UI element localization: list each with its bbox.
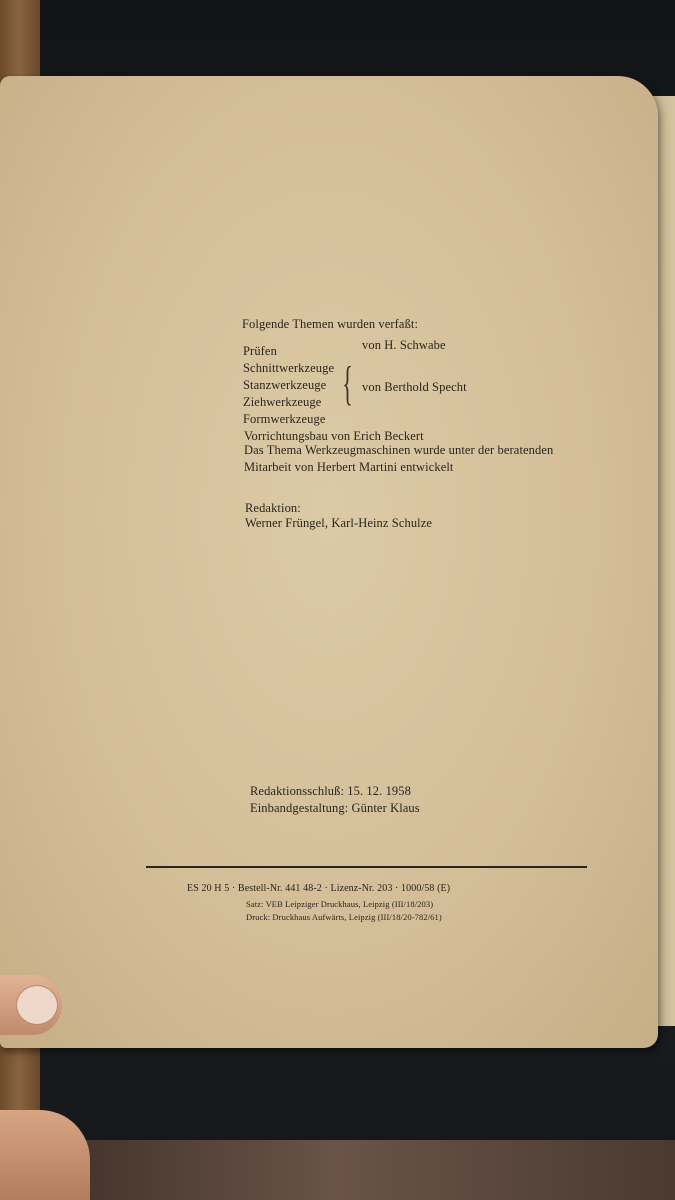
divider-rule	[146, 866, 587, 868]
topic-pruefen: Prüfen	[243, 344, 277, 358]
author-schwabe: von H. Schwabe	[362, 338, 446, 352]
floor	[0, 1140, 675, 1200]
fingernail	[16, 985, 58, 1025]
author-specht: von Berthold Specht	[362, 380, 467, 394]
redaktion-label: Redaktion:	[245, 501, 301, 515]
werkzeugmaschinen-line-1: Das Thema Werkzeugmaschinen wurde unter der beratenden	[244, 443, 554, 457]
topic-formwerkzeuge: Formwerkzeuge	[243, 412, 326, 426]
imprint-line-2: Satz: VEB Leipziger Druckhaus, Leipzig (III/18/203)	[246, 899, 434, 909]
intro-line: Folgende Themen wurden verfaßt:	[242, 317, 419, 331]
redaktion-names: Werner Früngel, Karl-Heinz Schulze	[245, 516, 433, 530]
werkzeugmaschinen-line-2: Mitarbeit von Herbert Martini entwickelt	[244, 460, 454, 474]
redaktionsschluss: Redaktionsschluß: 15. 12. 1958	[250, 784, 411, 798]
topic-stanzwerkzeuge: Stanzwerkzeuge	[243, 378, 327, 392]
topic-schnittwerkzeuge: Schnittwerkzeuge	[243, 361, 335, 375]
einbandgestaltung: Einbandgestaltung: Günter Klaus	[250, 801, 420, 815]
imprint-line-3: Druck: Druckhaus Aufwärts, Leipzig (III/18/20-782/61)	[246, 912, 442, 922]
imprint-line-1: ES 20 H 5 · Bestell-Nr. 441 48-2 · Lizenz-Nr. 203 · 1000/58 (E)	[187, 883, 451, 894]
vorrichtungsbau-line: Vorrichtungsbau von Erich Beckert	[244, 429, 424, 443]
grouping-brace: {	[342, 357, 353, 410]
topic-ziehwerkzeuge: Ziehwerkzeuge	[243, 395, 322, 409]
